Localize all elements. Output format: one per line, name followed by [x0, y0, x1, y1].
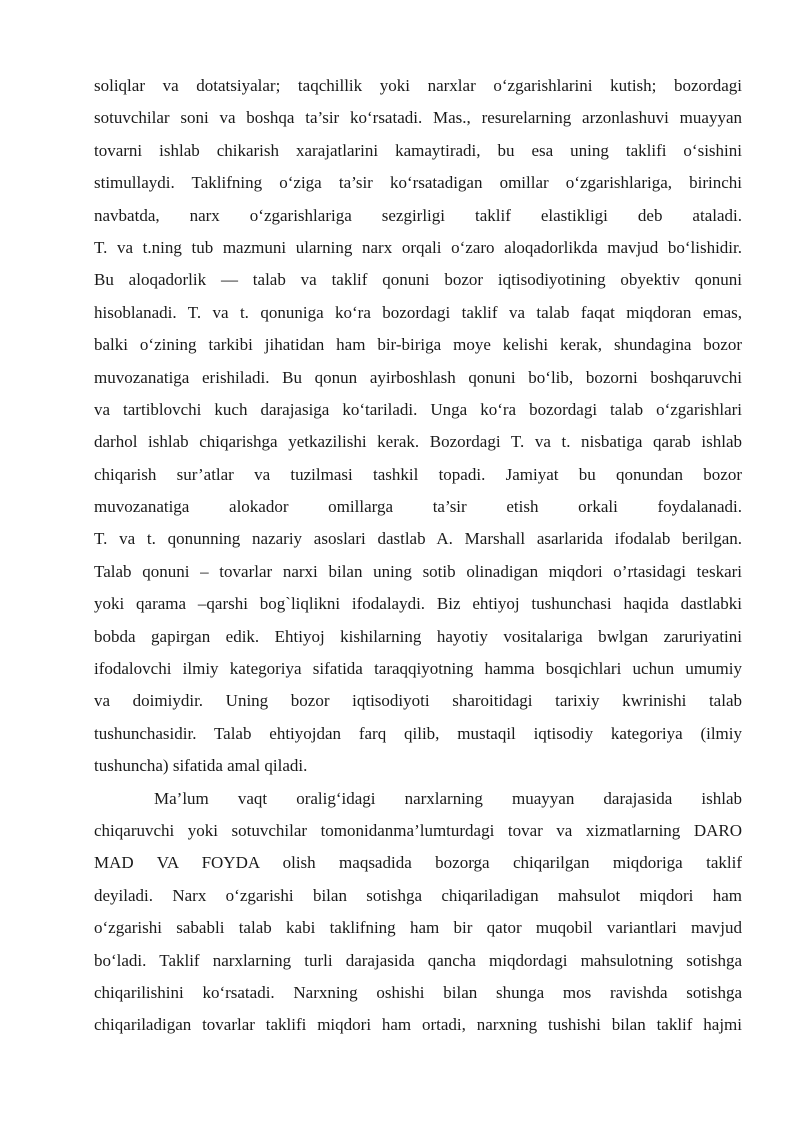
text-line: chiqaruvchi yoki sotuvchilar tomonidanma’lumturdagi tovar va xizmatlarning DARO — [94, 820, 742, 840]
text-line: Ma’lum vaqt oralig‘idagi narxlarning muayyan darajasida ishlab — [154, 788, 742, 808]
text-line: yoki qarama –qarshi bog`liqlikni ifodalaydi. Biz ehtiyoj tushunchasi haqida dastlabki — [94, 594, 742, 614]
text-line: soliqlar va dotatsiyalar; taqchillik yoki narxlar o‘zgarishlarini kutish; bozordagi — [94, 76, 742, 95]
text-line: chiqarilishini ko‘rsatadi. Narxning oshishi bilan shunga mos ravishda sotishga — [94, 982, 742, 1002]
text-line: va tartiblovchi kuch darajasiga ko‘tariladi. Unga ko‘ra bozordagi talab o‘zgarishlari — [94, 399, 742, 419]
text-line: tovarni ishlab chikarish xarajatlarini kamaytiradi, bu esa uning taklifi o‘sishini — [94, 140, 742, 160]
text-line: Bu aloqadorlik — talab va taklif qonuni bozor iqtisodiyotining obyektiv qonuni — [94, 270, 742, 290]
text-line: navbatda, narx o‘zgarishlariga sezgirligi taklif elastikligi deb ataladi. — [94, 205, 742, 225]
text-line: muvozanatiga erishiladi. Bu qonun ayirboshlash qonuni bo‘lib, bozorni boshqaruvchi — [94, 367, 742, 387]
text-line: darhol ishlab chiqarishga yetkazilishi kerak. Bozordagi T. va t. nisbatiga qarab ishlab — [94, 432, 742, 452]
text-line: hisoblanadi. T. va t. qonuniga ko‘ra bozordagi taklif va talab faqat miqdoran emas, — [94, 302, 742, 322]
text-line: sotuvchilar soni va boshqa ta’sir ko‘rsatadi. Mas., resurelarning arzonlashuvi muayyan — [94, 108, 742, 128]
text-line: deyiladi. Narx o‘zgarishi bilan sotishga chiqariladigan mahsulot miqdori ham — [94, 885, 742, 905]
text-line: stimullaydi. Taklifning o‘ziga ta’sir ko‘rsatadigan omillar o‘zgarishlariga, birinchi — [94, 173, 742, 193]
text-line: MAD VA FOYDA olish maqsadida bozorga chiqarilgan miqdoriga taklif — [94, 853, 742, 873]
text-line: Talab qonuni – tovarlar narxi bilan uning sotib olinadigan miqdori o’rtasidagi teskari — [94, 561, 742, 581]
text-line: o‘zgarishi sababli talab kabi taklifning ham bir qator muqobil variantlari mavjud — [94, 918, 742, 938]
text-line: va doimiydir. Uning bozor iqtisodiyoti sharoitidagi tarixiy kwrinishi talab — [94, 691, 742, 711]
text-line: muvozanatiga alokador omillarga ta’sir etish orkali foydalanadi. — [94, 497, 742, 517]
text-line: tushuncha) sifatida amal qiladi. — [94, 756, 308, 776]
text-line: bobda gapirgan edik. Ehtiyoj kishilarning hayotiy vositalariga bwlgan zaruriyatini — [94, 626, 742, 646]
text-line: balki o‘zining tarkibi jihatidan ham bir-biriga moye kelishi kerak, shundagina bozor — [94, 335, 742, 355]
text-line: ifodalovchi ilmiy kategoriya sifatida taraqqiyotning hamma bosqichlari uchun umumiy — [94, 659, 742, 679]
body-text — [94, 70, 742, 1042]
text-line: T. va t. qonunning nazariy asoslari dastlab A. Marshall asarlarida ifodalab berilgan. — [94, 529, 742, 549]
text-line: tushunchasidir. Talab ehtiyojdan farq qilib, mustaqil iqtisodiy kategoriya (ilmiy — [94, 723, 742, 743]
text-line: bo‘ladi. Taklif narxlarning turli darajasida qancha miqdordagi mahsulotning sotishga — [94, 950, 742, 970]
text-line: T. va t.ning tub mazmuni ularning narx orqali o‘zaro aloqadorlikda mavjud bo‘lishidir. — [94, 237, 742, 257]
text-line: chiqariladigan tovarlar taklifi miqdori ham ortadi, narxning tushishi bilan taklif hajmi — [94, 1015, 742, 1035]
text-line: chiqarish sur’atlar va tuzilmasi tashkil topadi. Jamiyat bu qonundan bozor — [94, 464, 742, 484]
